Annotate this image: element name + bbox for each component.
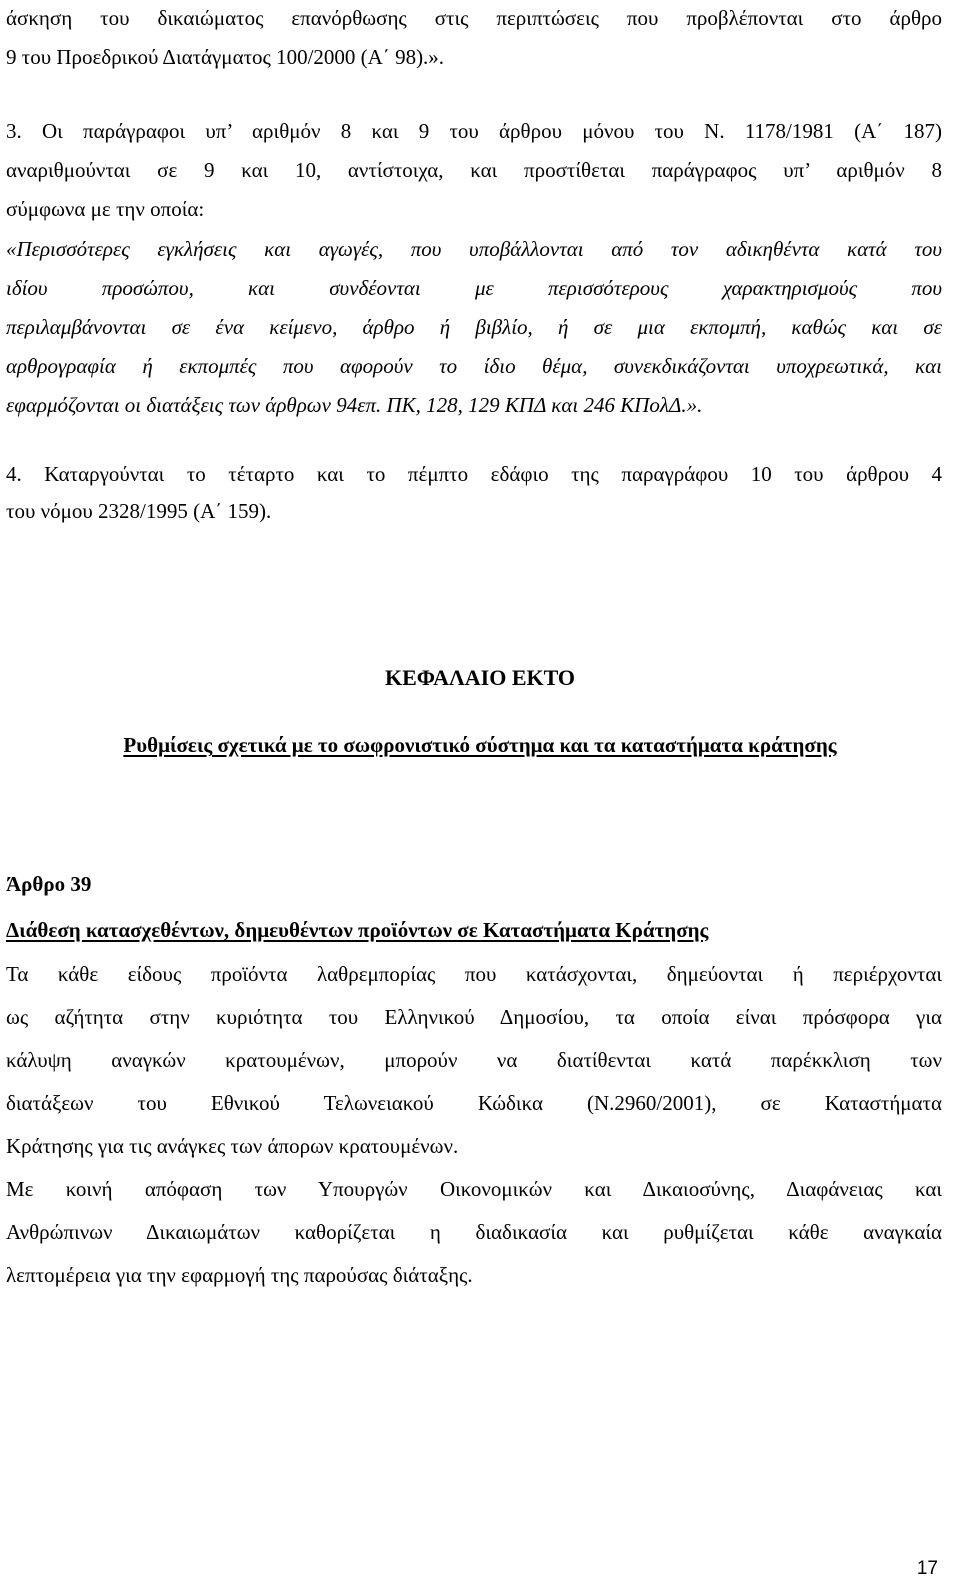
page-number: 17 — [916, 1558, 938, 1579]
prev-paragraph-line-1: άσκηση του δικαιώματος επανόρθωσης στις περιπτώσεις που προβλέπονται στο άρθρο — [6, 6, 942, 30]
article-para-1-line-3: κάλυψη αναγκών κρατουμένων, μπορούν να διατίθενται κατά παρέκκλιση των — [6, 1048, 942, 1072]
article-title: Διάθεση κατασχεθέντων, δημευθέντων προϊόντων σε Καταστήματα Κράτησης — [6, 918, 709, 942]
paragraph-4-line-2: του νόμου 2328/1995 (Α΄ 159). — [6, 499, 272, 523]
article-para-1-line-1: Τα κάθε είδους προϊόντα λαθρεμπορίας που κατάσχονται, δημεύονται ή περιέρχονται — [6, 962, 942, 986]
article-para-2-line-3: λεπτομέρεια για την εφαρμογή της παρούσας διάταξης. — [6, 1263, 473, 1287]
quote-line-5: εφαρμόζονται οι διατάξεις των άρθρων 94επ. ΠΚ, 128, 129 ΚΠΔ και 246 ΚΠολΔ.». — [6, 393, 703, 417]
paragraph-3-line-3: σύμφωνα με την οποία: — [6, 197, 205, 221]
article-para-1-line-5: Κράτησης για τις ανάγκες των άπορων κρατουμένων. — [6, 1134, 459, 1158]
paragraph-4-line-1: 4. Καταργούνται το τέταρτο και το πέμπτο εδάφιο της παραγράφου 10 του άρθρου 4 — [6, 462, 942, 486]
chapter-title: ΚΕΦΑΛΑΙΟ ΕΚΤΟ — [384, 665, 575, 690]
quote-line-4: αρθρογραφία ή εκπομπές που αφορούν το ίδιο θέμα, συνεκδικάζονται υποχρεωτικά, και — [6, 354, 942, 378]
article-number: Άρθρο 39 — [6, 872, 92, 896]
prev-paragraph-line-2: 9 του Προεδρικού Διατάγματος 100/2000 (Α΄ 98).». — [6, 45, 445, 69]
quote-line-2: ιδίου προσώπου, και συνδέονται με περισσότερους χαρακτηρισμούς που — [6, 276, 942, 300]
paragraph-3-line-2: αναριθμούνται σε 9 και 10, αντίστοιχα, και προστίθεται παράγραφος υπ’ αριθμόν 8 — [6, 158, 942, 182]
article-para-2-line-2: Ανθρώπινων Δικαιωμάτων καθορίζεται η διαδικασία και ρυθμίζεται κάθε αναγκαία — [6, 1220, 942, 1244]
quote-line-3: περιλαμβάνονται σε ένα κείμενο, άρθρο ή βιβλίο, ή σε μια εκπομπή, καθώς και σε — [6, 315, 942, 339]
article-para-1-line-4: διατάξεων του Εθνικού Τελωνειακού Κώδικα (Ν.2960/2001), σε Καταστήματα — [6, 1091, 942, 1115]
paragraph-3-line-1: 3. Οι παράγραφοι υπ’ αριθμόν 8 και 9 του άρθρου μόνου του Ν. 1178/1981 (Α΄ 187) — [6, 119, 942, 143]
chapter-subtitle: Ρυθμίσεις σχετικά με το σωφρονιστικό σύστημα και τα καταστήματα κράτησης — [123, 733, 837, 757]
quote-line-1: «Περισσότερες εγκλήσεις και αγωγές, που υποβάλλονται από τον αδικηθέντα κατά του — [6, 237, 942, 261]
article-para-1-line-2: ως αζήτητα στην κυριότητα του Ελληνικού Δημοσίου, τα οποία είναι πρόσφορα για — [6, 1005, 942, 1029]
article-para-2-line-1: Με κοινή απόφαση των Υπουργών Οικονομικών και Δικαιοσύνης, Διαφάνειας και — [6, 1177, 942, 1201]
